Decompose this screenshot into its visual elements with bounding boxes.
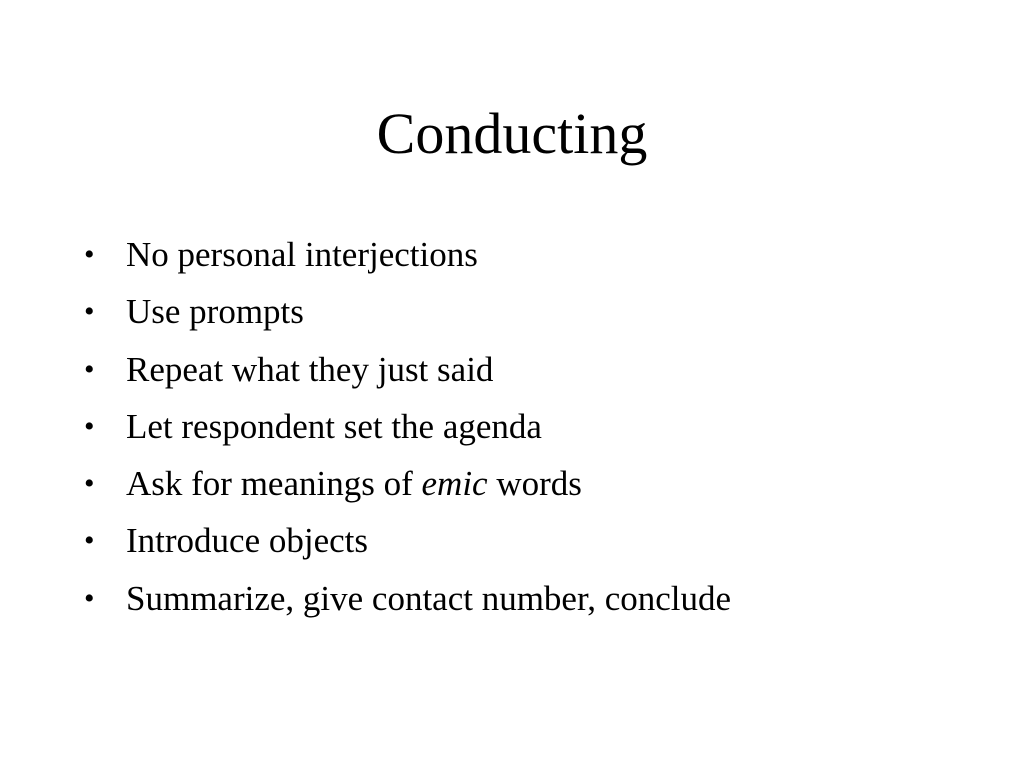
bullet-text-before: Ask for meanings of: [126, 464, 422, 504]
bullet-text-after: words: [487, 464, 582, 504]
bullet-text: No personal interjections: [126, 235, 478, 274]
slide-title: Conducting: [376, 101, 648, 166]
bullet-text: Use prompts: [126, 292, 304, 332]
bullet-marker: •: [84, 467, 95, 501]
emic-emphasis: emic: [421, 464, 488, 504]
bullet-text: Summarize, give contact number, conclude: [126, 578, 732, 618]
bullet-marker: •: [84, 524, 95, 558]
bullet-text-mixed: [126, 455, 582, 512]
bullet-marker: •: [84, 238, 95, 271]
bullet-text: Introduce objects: [126, 521, 368, 561]
bullet-text: Let respondent set the agenda: [126, 406, 542, 446]
bullet-marker: •: [84, 409, 95, 443]
bullet-text: Repeat what they just said: [126, 349, 494, 389]
bullet-marker: •: [84, 295, 95, 329]
bullet-marker: •: [84, 581, 95, 615]
bullet-marker: •: [84, 352, 95, 386]
